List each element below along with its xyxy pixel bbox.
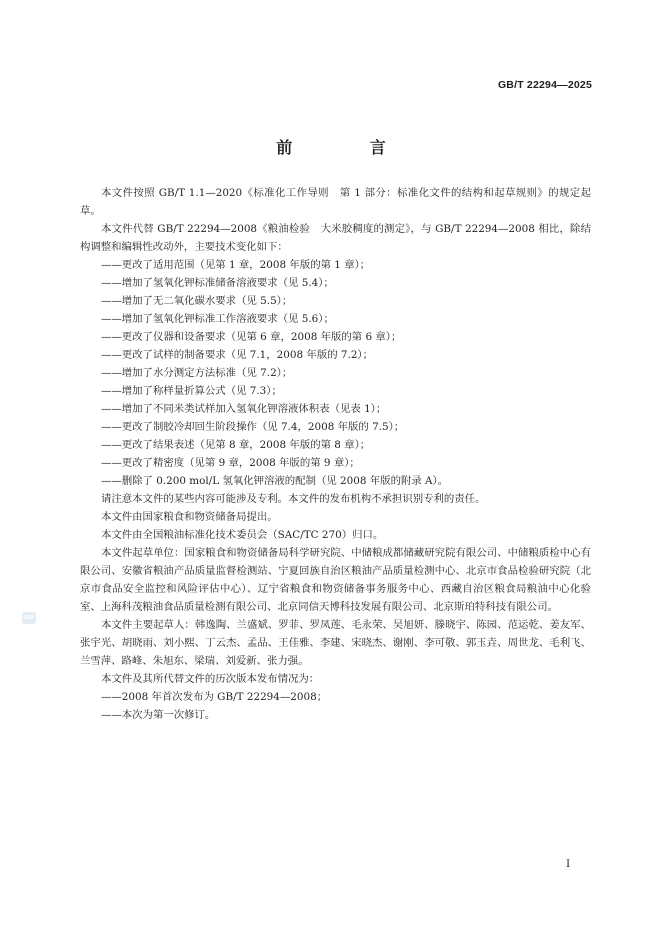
watermark-badge: GBK [22, 612, 36, 624]
standard-code: GB/T 22294—2025 [497, 79, 592, 91]
list-item: ——更改了适用范围（见第 1 章，2008 年版的第 1 章）； [101, 259, 371, 271]
paragraph-history-intro: 本文件及其所代替文件的历次版本发布情况为： [101, 673, 320, 685]
paragraph-patent-notice: 请注意本文件的某些内容可能涉及专利。本文件的发布机构不承担识别专利的责任。 [101, 493, 486, 505]
list-item: ——删除了 0.200 mol/L 氢氧化钾溶液的配制（见 2008 年版的附录 A）。 [101, 475, 449, 487]
paragraph-centralized-by: 本文件由全国粮油标准化技术委员会（SAC/TC 270）归口。 [101, 529, 384, 541]
list-item: ——增加了水分测定方法标准（见 7.2）； [101, 367, 293, 379]
document-body [80, 184, 591, 724]
page-number: I [566, 858, 571, 870]
list-item: ——增加了不同米类试样加入氢氧化钾溶液体积表（见表 1）； [101, 403, 387, 415]
page-title: 前 言 [276, 138, 422, 157]
paragraph-drafting-units: 本文件起草单位：国家粮食和物资储备局科学研究院、中储粮成都储藏研究院有限公司、中储粮质检中心有限公司、安徽省粮油产品质量监督检测站、宁夏回族自治区粮油产品质量检测中心、北京市食品检验研究院（北京市食品安全监控和风险评估中心）、辽宁省粮食和物资储备事务服务中心、西藏自治区粮食局粮油中心化验室、上海科茂粮油食品质量检测有限公司、北京同信天博科技发展有限公司、北京斯珀特科技有限公司。 [80, 547, 591, 613]
paragraph-drafters: 本文件主要起草人：韩逸陶、兰盛斌、罗菲、罗凤莲、毛永荣、吴旭妍、滕晓宇、陈园、范运乾、姜友军、张宇光、胡晓雨、刘小熙、丁云杰、孟品、王佳雅、李建、宋晓杰、谢刚、李可敬、郭玉垚、周世龙、毛利飞、兰雪萍、路峰、朱旭东、梁瑞、刘爱新、张力强。 [80, 619, 591, 667]
technical-changes-list [80, 256, 591, 490]
list-item: ——本次为第一次修订。 [101, 709, 216, 721]
list-item: ——更改了仪器和设备要求（见第 6 章，2008 年版的第 6 章）； [101, 331, 402, 343]
history-list [80, 688, 591, 724]
list-item: ——更改了精密度（见第 9 章，2008 年版的第 9 章）； [101, 457, 360, 469]
list-item: ——更改了制胶冷却回生阶段操作（见 7.4，2008 年版的 7.5）； [101, 421, 405, 433]
list-item: ——更改了结果表述（见第 8 章，2008 年版的第 8 章）； [101, 439, 371, 451]
paragraph-proposed-by: 本文件由国家粮食和物资储备局提出。 [101, 511, 278, 523]
list-item: ——增加了氢氧化钾标准储备溶液要求（见 5.4）； [101, 277, 334, 289]
paragraph-replacement: 本文件代替 GB/T 22294—2008《粮油检验 大米胶稠度的测定》，与 GB/T 22294—2008 相比，除结构调整和编辑性改动外，主要技术变化如下： [80, 223, 591, 253]
list-item: ——2008 年首次发布为 GB/T 22294—2008； [101, 691, 328, 703]
paragraph-drafting-rules: 本文件按照 GB/T 1.1—2020《标准化工作导则 第 1 部分：标准化文件的结构和起草规则》的规定起草。 [80, 187, 591, 217]
list-item: ——增加了称样量折算公式（见 7.3）； [101, 385, 282, 397]
list-item: ——增加了氢氧化钾标准工作溶液要求（见 5.6）； [101, 313, 334, 325]
list-item: ——增加了无二氧化碳水要求（见 5.5）； [101, 295, 293, 307]
list-item: ——更改了试样的制备要求（见 7.1，2008 年版的 7.2）； [101, 349, 374, 361]
